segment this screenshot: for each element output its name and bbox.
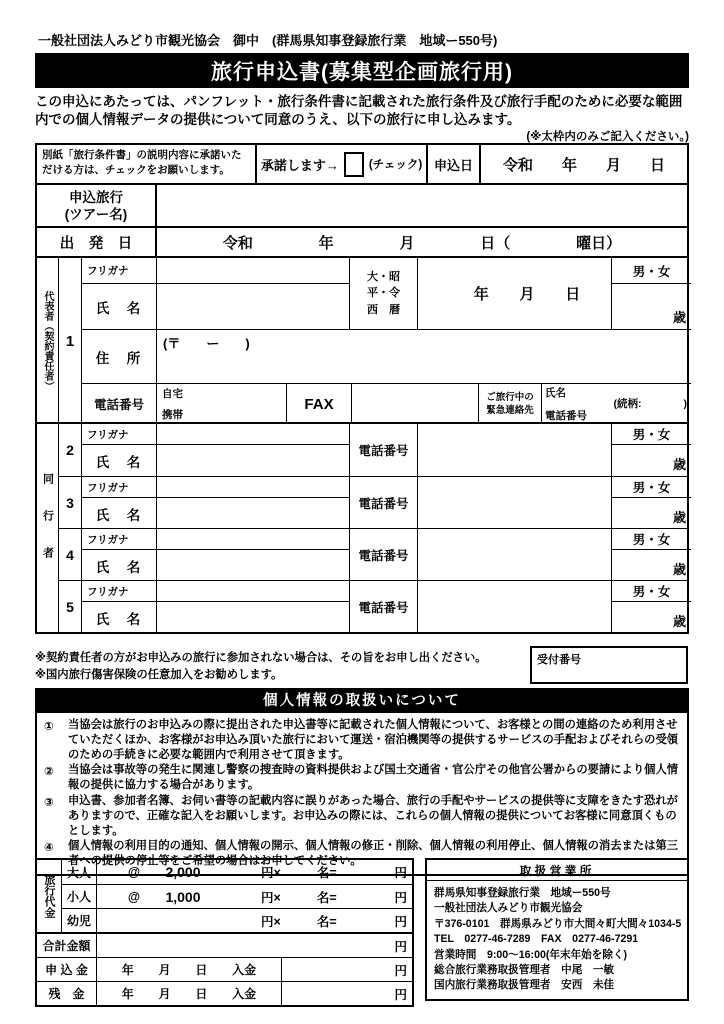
departure-era: 令和 [222, 234, 253, 252]
companions-side-strip [37, 424, 59, 632]
age-field[interactable] [612, 602, 691, 633]
addressee-line: 一般社団法人みどり市観光協会 御中 (群馬県知事登録旅行業 地域ー550号) [38, 33, 498, 48]
count-equals-label: 名= [316, 914, 337, 929]
adult-label: 大人 [62, 860, 97, 884]
tour-label-line1: 申込旅行 [69, 189, 123, 205]
age-label: 歳 [672, 310, 686, 325]
representative-side-label: 代表者（契約責任者） [37, 258, 59, 424]
child-label: 小人 [62, 885, 97, 908]
phone-field[interactable] [418, 424, 612, 476]
pay-day-label: 日 [195, 963, 208, 977]
privacy-title: 個人情報の取扱いについて [263, 693, 461, 709]
phone-field[interactable] [418, 529, 612, 581]
office-line-address: 〒376-0101 群馬県みどり市大間々町大間々1034-5 [434, 917, 682, 930]
name-field[interactable] [157, 498, 350, 529]
era-option-3[interactable]: 西 暦 [367, 303, 400, 316]
total-amount-field[interactable] [97, 934, 412, 957]
intro-paragraph: この申込にあたっては、パンフレット・旅行条件書に記載された旅行条件及び旅行手配のために必要な範囲内での個人情報データの提供について同意のうえ、以下の旅行に申し込みます。 [35, 94, 683, 127]
birthdate-field[interactable] [418, 258, 612, 330]
notes-row [35, 650, 689, 683]
at-sign: @ [127, 889, 141, 904]
clause-text: 個人情報の利用目的の通知、個人情報の開示、個人情報の修正・削除、個人情報の利用停止、個人情報の消去または第三者への提供の停止等をご希望の場合はお申しでください。 [68, 840, 679, 868]
name-field[interactable] [157, 602, 350, 633]
emergency-contact-label [479, 384, 542, 424]
furigana-label: フリガナ [82, 581, 157, 602]
furigana-label: フリガナ [82, 258, 157, 284]
furigana-field[interactable] [157, 424, 350, 445]
form-title-banner [35, 53, 689, 88]
price-row-adult [62, 860, 412, 884]
furigana-field[interactable] [157, 258, 350, 284]
yen-label: 円 [394, 963, 407, 978]
deposit-amount-field[interactable] [282, 958, 412, 981]
note-line-1: ※契約責任者の方がお申込みの旅行に参加されない場合は、その旨をお申し出ください。 [35, 652, 487, 664]
companions-side-label: 同行者 [41, 472, 54, 584]
emergency-relation-label: (続柄: ) [613, 398, 687, 410]
name-label: 氏 名 [82, 602, 157, 633]
tour-name-field[interactable] [157, 185, 687, 226]
phone-field[interactable] [418, 581, 612, 633]
deposit-row [37, 957, 412, 981]
phone-label: 電話番号 [350, 529, 418, 581]
adult-amount: 2,000 [165, 864, 201, 880]
receipt-number-label: 受付番号 [537, 654, 581, 666]
balance-date-field[interactable] [97, 982, 282, 1005]
furigana-label: フリガナ [82, 477, 157, 498]
balance-row [37, 981, 412, 1005]
age-field[interactable] [612, 284, 691, 330]
phone-home-mobile-field[interactable] [157, 384, 287, 424]
office-body [427, 881, 687, 999]
age-label: 歳 [672, 510, 686, 525]
form-title: 旅行申込書(募集型企画旅行用) [211, 60, 513, 84]
departure-label: 出 発 日 [37, 228, 157, 256]
pay-in-label: 入金 [232, 987, 257, 1001]
companion-rows [59, 424, 687, 632]
companion-number: 2 [59, 424, 82, 476]
consent-row [37, 145, 687, 185]
phone-mobile-label: 携帯 [162, 409, 183, 421]
consent-accept-label: 承諾します→ [260, 157, 339, 173]
month-label: 月 [605, 156, 621, 174]
privacy-title-banner [35, 688, 689, 711]
bold-frame-note: (※太枠内のみご記入ください。) [526, 131, 689, 143]
name-field[interactable] [157, 445, 350, 476]
age-field[interactable] [612, 498, 691, 529]
price-row-child [62, 884, 412, 908]
notes-text [35, 650, 487, 683]
yen-times-label: 円× [261, 866, 281, 880]
yen-label: 円 [394, 866, 407, 880]
emergency-label-line2: 緊急連絡先 [486, 405, 534, 416]
departure-weekday: 曜日） [576, 234, 622, 252]
address-label: 住 所 [82, 330, 157, 384]
price-side-strip [37, 860, 62, 932]
office-line-name: 一般社団法人みどり市観光協会 [434, 902, 583, 915]
deposit-label: 申 込 金 [37, 958, 97, 981]
clause-number: ② [44, 766, 54, 779]
at-sign: @ [127, 865, 141, 879]
companion-row-4 [59, 528, 687, 580]
pay-day-label: 日 [195, 987, 208, 1001]
emergency-phone-label: 電話番号 [545, 410, 587, 422]
yen-label: 円 [394, 914, 407, 929]
departure-day: 日（ [480, 234, 511, 252]
office-info-box [425, 858, 689, 1001]
privacy-clause-1 [44, 718, 680, 762]
name-field[interactable] [157, 284, 350, 330]
birth-month-label: 月 [519, 286, 535, 303]
era-option-2[interactable]: 平・令 [367, 287, 400, 300]
price-side-label: 旅行代金 [43, 874, 55, 918]
companion-row-3 [59, 476, 687, 528]
consent-instruction: 別紙「旅行条件書」の説明内容に承諾いただける方は、チェックをお願いします。 [37, 145, 257, 183]
phone-home-label: 自宅 [162, 388, 183, 400]
phone-label: 電話番号 [350, 477, 418, 529]
pay-in-label: 入金 [232, 963, 257, 977]
count-equals-label: 名= [316, 866, 337, 880]
age-field[interactable] [612, 550, 691, 581]
office-line-registration: 群馬県知事登録旅行業 地域ー550号 [434, 887, 611, 899]
yen-times-label: 円× [261, 914, 281, 929]
child-price-field[interactable] [97, 885, 412, 908]
price-top-rows [37, 860, 412, 933]
emergency-contact-field[interactable] [542, 384, 691, 424]
total-row [37, 933, 412, 957]
fax-field[interactable] [352, 384, 479, 424]
phone-label: 電話番号 [82, 384, 157, 424]
clause-number: ③ [44, 796, 54, 809]
tour-label-line2: (ツアー名) [64, 206, 128, 222]
yen-label: 円 [394, 890, 407, 905]
age-field[interactable] [612, 445, 691, 476]
name-field[interactable] [157, 550, 350, 581]
name-label: 氏 名 [82, 550, 157, 581]
age-label: 歳 [672, 614, 686, 629]
office-line-telfax: TEL 0277-46-7289 FAX 0277-46-7291 [434, 933, 639, 946]
gender-select[interactable]: 男・女 [612, 424, 691, 445]
privacy-clause-2 [44, 763, 680, 793]
gender-select[interactable]: 男・女 [612, 529, 691, 550]
main-application-table [35, 143, 689, 634]
year-label: 年 [561, 156, 577, 174]
address-field[interactable] [157, 330, 691, 384]
consent-check-suffix: (チェック) [368, 159, 423, 171]
receipt-number-box[interactable] [530, 646, 688, 684]
clause-text: 当協会は事故等の発生に関連し警察の捜査時の資料提供および国土交通省・官公庁その他官公署からの要請により個人情報の提供に協力する場合があります。 [68, 764, 679, 792]
name-label: 氏 名 [82, 284, 157, 330]
consent-checkbox[interactable] [344, 152, 364, 177]
day-label: 日 [649, 156, 665, 174]
clause-text: 当協会は旅行のお申込みの際に提出された申込書等に記載された個人情報について、お客様との間の連絡のため利用させていただくほか、お客様がお申込み頂いた旅行において運送・宿泊機関等の提供するサービスの手配およびそれらの受領のための手続きに必要な範囲内で利用させて頂きます。 [68, 719, 679, 761]
office-title: 取扱営業所 [427, 860, 687, 881]
departure-date-field[interactable] [157, 228, 687, 256]
furigana-field[interactable] [157, 581, 350, 602]
count-equals-label: 名= [316, 890, 337, 905]
privacy-clause-3 [44, 794, 680, 838]
clause-number: ④ [44, 842, 54, 855]
price-rows [62, 860, 412, 932]
furigana-field[interactable] [157, 477, 350, 498]
deposit-date-field[interactable] [97, 958, 282, 981]
note-line-2: ※国内旅行傷害保険の任意加入をお勧めします。 [35, 668, 283, 681]
yen-label: 円 [394, 939, 407, 954]
application-date-field[interactable] [481, 145, 687, 183]
gender-select[interactable]: 男・女 [612, 258, 691, 284]
era-label: 令和 [503, 156, 534, 174]
application-date-label: 申込日 [428, 145, 481, 183]
name-label: 氏 名 [82, 498, 157, 529]
pay-month-label: 月 [158, 963, 171, 977]
age-label: 歳 [672, 457, 686, 472]
clause-text: 申込書、参加者名簿、お伺い書等の記載内容に誤りがあった場合、旅行の手配やサービスの提供等に支障をきたす恐れがありますので、正確な記入をお願いします。お申込みの際には、これらの個人情報の提供についてお客様に同意頂くものとします。 [68, 794, 678, 837]
pay-month-label: 月 [158, 987, 171, 1001]
companion-row-2 [59, 424, 687, 476]
clause-number: ① [44, 721, 54, 733]
child-amount: 1,000 [165, 888, 201, 905]
infant-label: 幼児 [62, 909, 97, 932]
companion-number: 4 [59, 529, 82, 581]
yen-times-label: 円× [261, 890, 281, 905]
price-row-infant [62, 908, 412, 932]
companion-number: 5 [59, 581, 82, 633]
emergency-name-label: 氏名 [545, 387, 566, 399]
balance-amount-field[interactable] [282, 982, 412, 1005]
phone-label: 電話番号 [350, 581, 418, 633]
privacy-clauses-box [35, 711, 689, 876]
office-line-manager-domestic: 国内旅行業務取扱管理者 安西 未佳 [434, 979, 615, 992]
tour-name-row [37, 185, 687, 228]
total-label: 合計金額 [37, 934, 97, 957]
departure-year: 年 [318, 234, 334, 252]
name-label: 氏 名 [82, 445, 157, 476]
infant-price-field[interactable] [97, 909, 412, 932]
adult-price-field[interactable] [97, 860, 412, 884]
furigana-label: フリガナ [82, 424, 157, 445]
phone-label: 電話番号 [350, 424, 418, 476]
pay-year-label: 年 [121, 987, 134, 1001]
emergency-label-line1: ご旅行中の [486, 392, 534, 403]
office-line-manager-general: 総合旅行業務取扱管理者 中尾 一敏 [434, 964, 615, 977]
gender-select[interactable]: 男・女 [612, 581, 691, 602]
departure-month: 月 [399, 234, 415, 252]
representative-block [37, 258, 687, 424]
tour-name-label [37, 185, 157, 226]
office-line-hours: 営業時間 9:00～16:00(年末年始を除く) [434, 948, 628, 961]
representative-number: 1 [59, 258, 82, 424]
yen-label: 円 [394, 987, 407, 1002]
furigana-label: フリガナ [82, 529, 157, 550]
companion-row-5 [59, 580, 687, 632]
price-table [35, 858, 414, 1007]
postal-label: (〒 ー ) [163, 336, 250, 351]
fax-label: FAX [287, 384, 352, 424]
birth-year-label: 年 [473, 286, 489, 303]
era-option-1[interactable]: 大・昭 [367, 270, 400, 283]
consent-cell [257, 145, 428, 183]
furigana-field[interactable] [157, 529, 350, 550]
balance-label: 残 金 [37, 982, 97, 1005]
gender-select[interactable]: 男・女 [612, 477, 691, 498]
companions-section [37, 424, 687, 632]
departure-row [37, 228, 687, 258]
companion-number: 3 [59, 477, 82, 529]
birth-day-label: 日 [565, 286, 581, 303]
phone-field[interactable] [418, 477, 612, 529]
era-select-cell[interactable] [350, 258, 418, 330]
pay-year-label: 年 [121, 963, 134, 977]
age-label: 歳 [672, 562, 686, 577]
